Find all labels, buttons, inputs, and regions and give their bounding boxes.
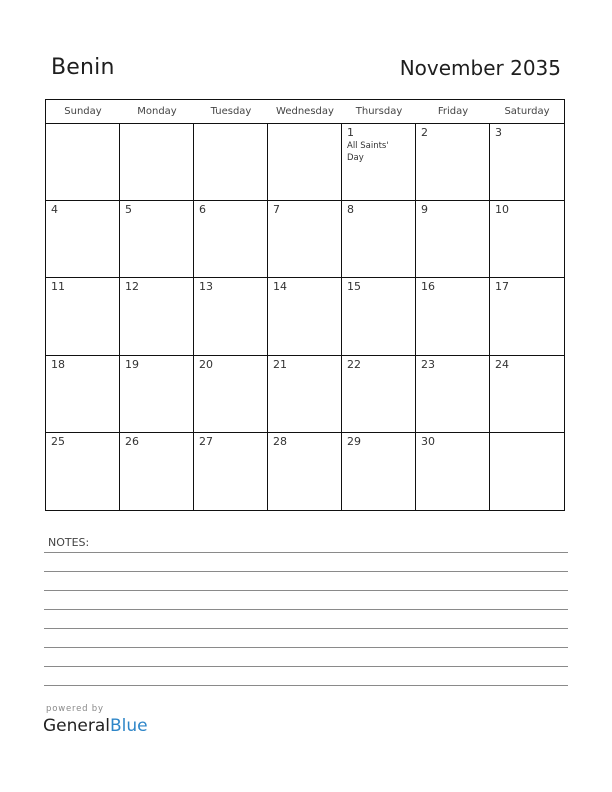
day-cell — [46, 124, 120, 201]
weekday-sunday: Sunday — [64, 106, 102, 117]
day-cell — [46, 201, 120, 278]
day-cell — [490, 201, 564, 278]
day-cell — [194, 201, 268, 278]
day-number: 10 — [495, 203, 509, 217]
day-cell — [46, 278, 120, 355]
day-cell — [342, 356, 416, 433]
weekday-tuesday: Tuesday — [210, 106, 252, 117]
day-number: 14 — [273, 280, 287, 294]
day-cell — [268, 433, 342, 510]
day-number: 30 — [421, 434, 435, 448]
day-number: 23 — [421, 357, 435, 371]
brand-general: General — [43, 716, 110, 736]
day-cell — [268, 278, 342, 355]
day-cell — [416, 124, 490, 201]
day-cell — [120, 433, 194, 510]
weekday-header — [46, 100, 564, 124]
weekday-monday: Monday — [137, 106, 177, 117]
day-number: 15 — [347, 280, 361, 294]
day-number: 29 — [347, 434, 361, 448]
day-number: 26 — [125, 434, 139, 448]
day-cell — [342, 433, 416, 510]
day-cell — [120, 278, 194, 355]
day-cell — [416, 201, 490, 278]
brand-logo — [43, 716, 148, 736]
day-cell — [490, 433, 564, 510]
day-cell — [194, 433, 268, 510]
day-cell — [268, 124, 342, 201]
notes-line — [44, 590, 568, 591]
day-number: 22 — [347, 357, 361, 371]
day-number: 18 — [51, 357, 65, 371]
day-number: 3 — [495, 126, 502, 139]
day-number: 7 — [273, 203, 280, 217]
day-cell — [490, 124, 564, 201]
day-number: 5 — [125, 203, 132, 217]
day-number: 16 — [421, 280, 435, 294]
day-cell — [194, 278, 268, 355]
day-number: 20 — [199, 357, 213, 371]
day-cell — [416, 356, 490, 433]
day-cell — [342, 201, 416, 278]
day-number: 21 — [273, 357, 287, 371]
weekday-thursday: Thursday — [355, 106, 403, 117]
notes-line — [44, 609, 568, 610]
weekday-friday: Friday — [437, 106, 469, 117]
day-cell — [194, 124, 268, 201]
day-number: 2 — [421, 126, 428, 139]
calendar-grid — [45, 99, 565, 511]
day-number: 12 — [125, 280, 139, 294]
day-cell — [342, 124, 416, 201]
holiday-label: All Saints' Day — [347, 141, 389, 163]
weekday-saturday: Saturday — [504, 106, 550, 117]
day-cell — [416, 433, 490, 510]
day-number: 11 — [51, 280, 65, 294]
day-cell — [268, 201, 342, 278]
day-number: 17 — [495, 280, 509, 294]
day-number: 27 — [199, 434, 213, 448]
day-number: 25 — [51, 434, 65, 448]
day-number: 19 — [125, 357, 139, 371]
notes-line — [44, 666, 568, 667]
day-number: 24 — [495, 357, 509, 371]
weekday-wednesday: Wednesday — [276, 106, 334, 117]
notes-line — [44, 628, 568, 629]
powered-by-text: powered by — [46, 704, 104, 714]
day-number: 13 — [199, 280, 213, 294]
day-number: 4 — [51, 203, 58, 217]
day-cell — [120, 201, 194, 278]
day-cell — [416, 278, 490, 355]
month-year-title: November 2035 — [399, 56, 561, 80]
day-cell — [120, 356, 194, 433]
day-cell — [194, 356, 268, 433]
day-number: 6 — [199, 203, 206, 217]
day-cell — [268, 356, 342, 433]
day-cell — [490, 278, 564, 355]
day-number: 8 — [347, 203, 354, 217]
day-cell — [342, 278, 416, 355]
day-number: 28 — [273, 434, 287, 448]
day-cells — [46, 124, 564, 510]
country-title: Benin — [51, 55, 115, 80]
notes-line — [44, 571, 568, 572]
day-number: 9 — [421, 203, 428, 217]
day-cell — [490, 356, 564, 433]
notes-line — [44, 685, 568, 686]
brand-blue: Blue — [110, 716, 148, 736]
notes-line — [44, 552, 568, 553]
day-number: 1 — [347, 126, 354, 139]
day-cell — [46, 356, 120, 433]
notes-label: NOTES: — [48, 536, 90, 549]
day-cell — [46, 433, 120, 510]
notes-line — [44, 647, 568, 648]
day-cell — [120, 124, 194, 201]
